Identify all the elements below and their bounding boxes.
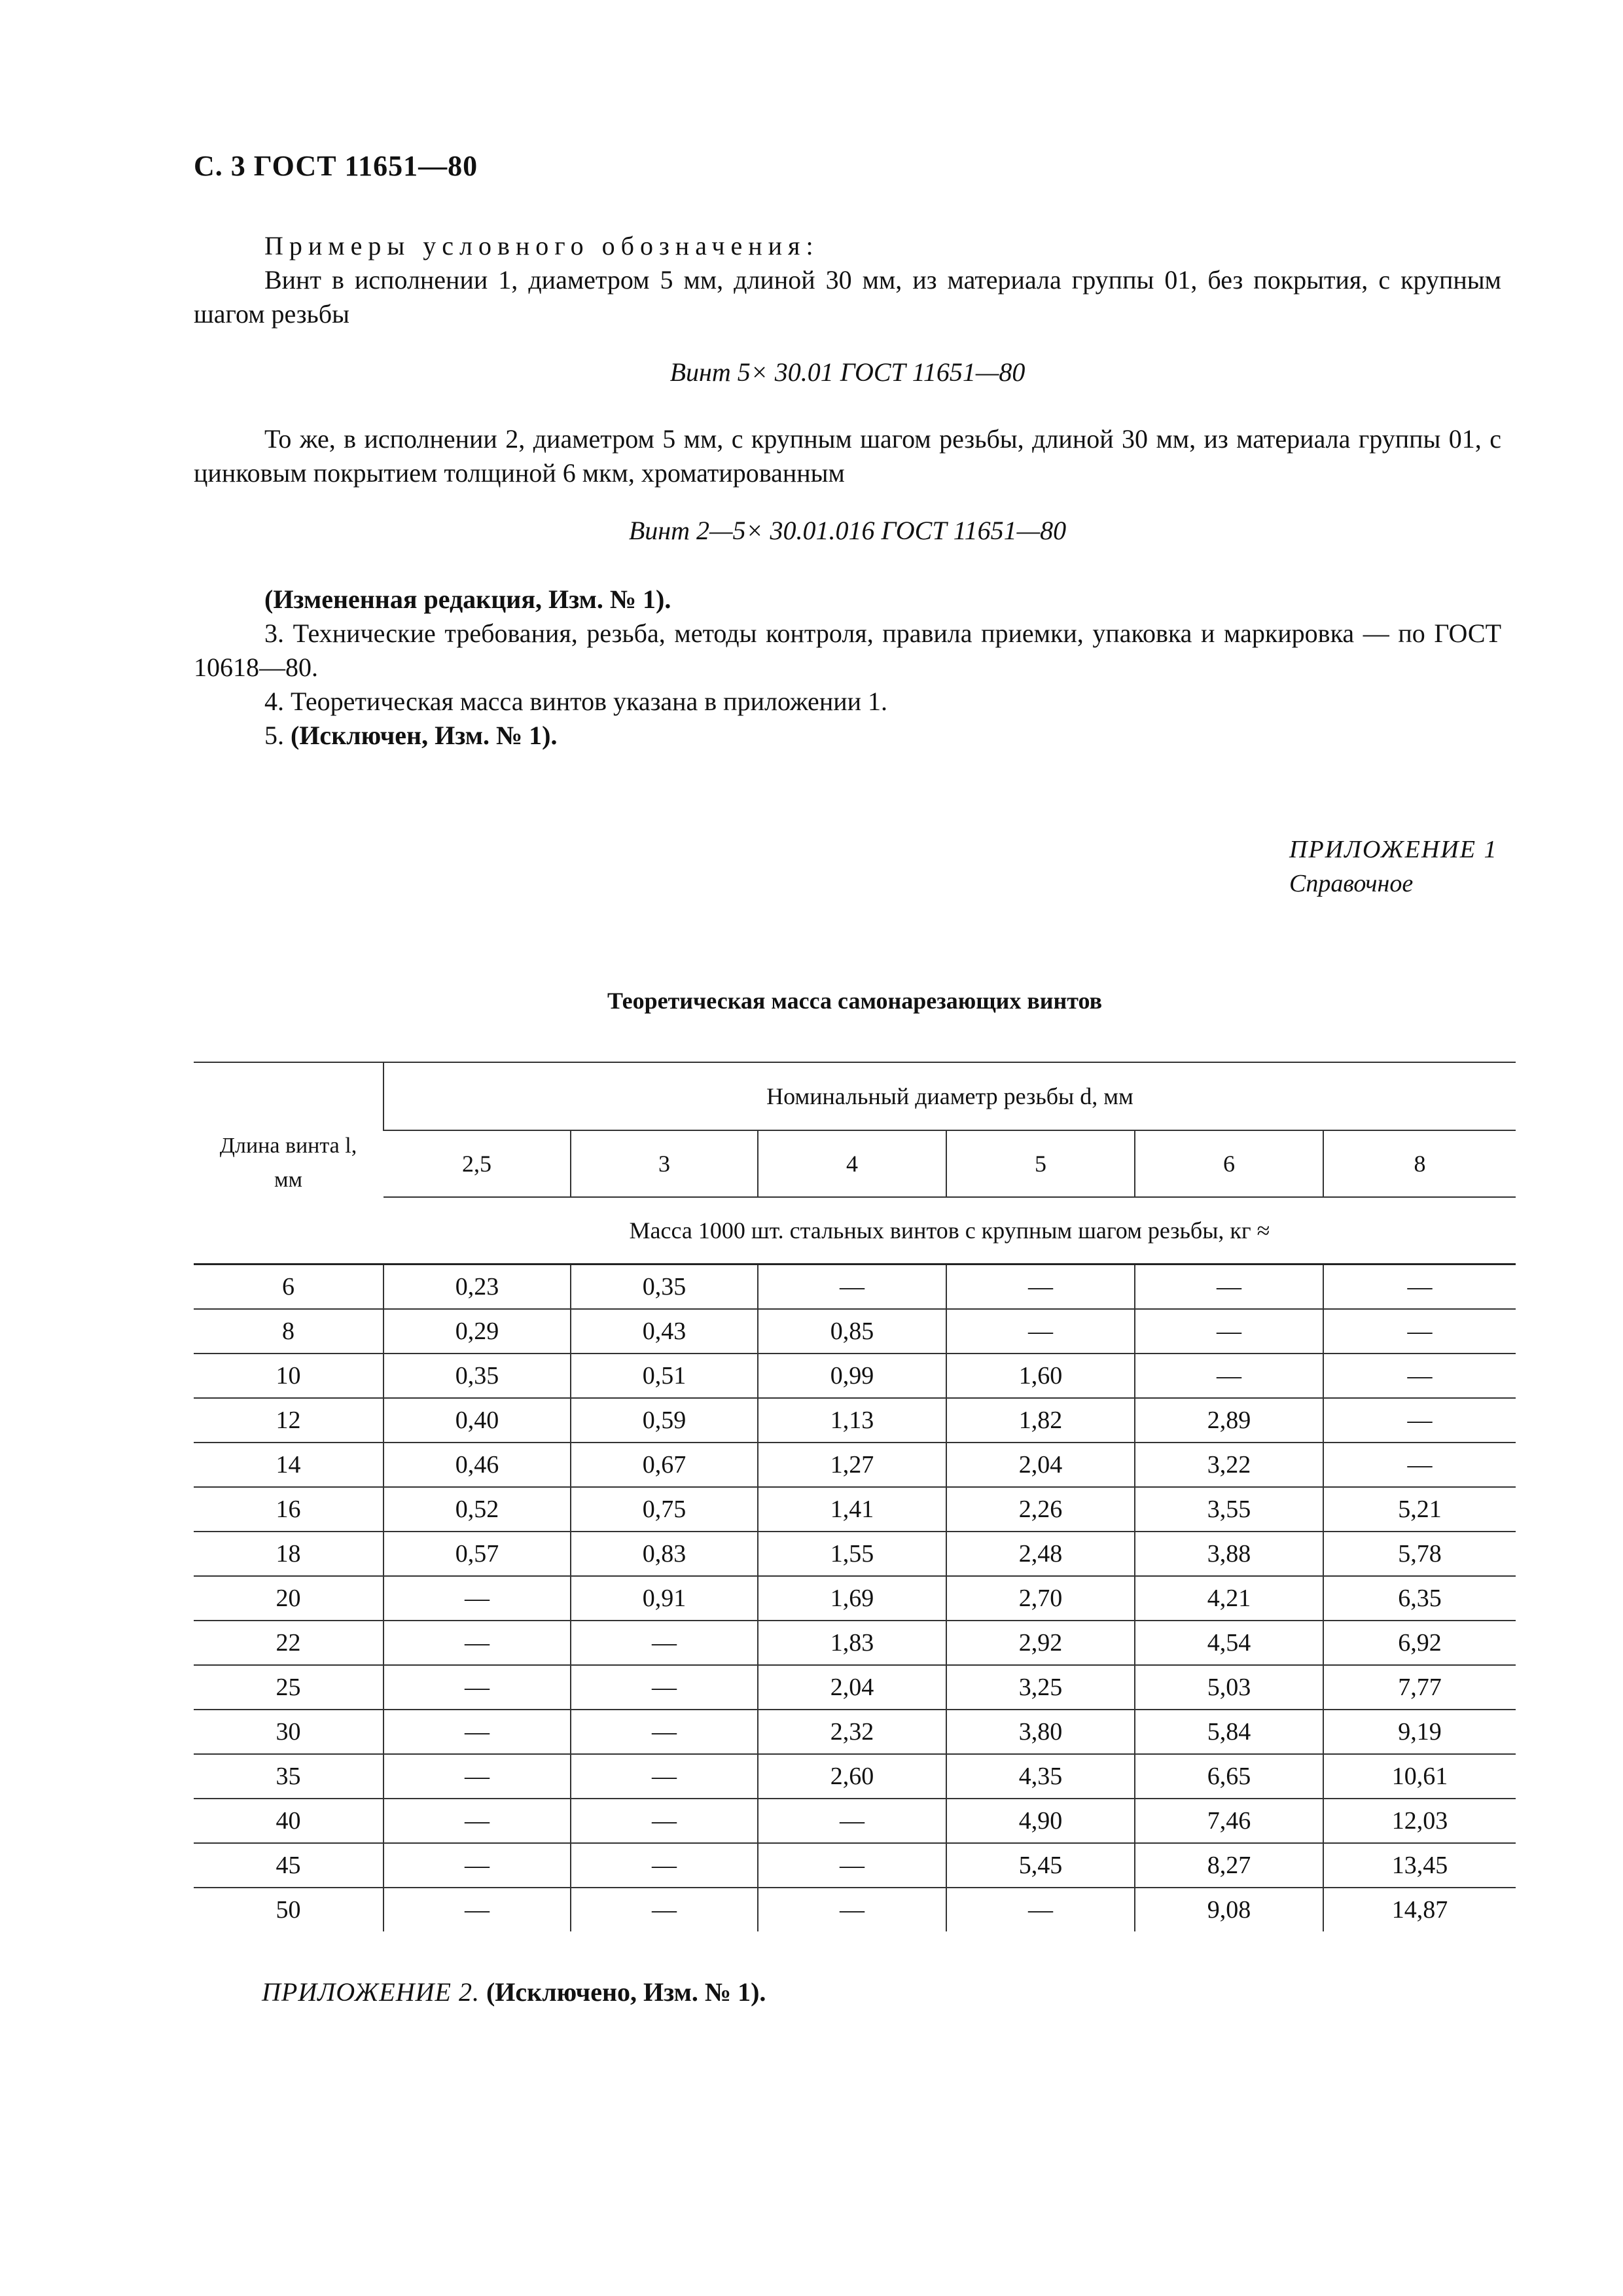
mass-cell: 9,19 xyxy=(1323,1710,1516,1754)
mass-cell: 4,54 xyxy=(1135,1621,1323,1665)
mass-cell: 4,90 xyxy=(946,1799,1135,1843)
table-row xyxy=(194,1576,1516,1621)
mass-cell: 5,84 xyxy=(1135,1710,1323,1754)
example1-formula: Винт 5× 30.01 ГОСТ 11651—80 xyxy=(669,357,1026,387)
diameter-value: 2,5 xyxy=(383,1130,571,1197)
mass-cell: 10,61 xyxy=(1323,1754,1516,1799)
mass-cell: — xyxy=(758,1799,946,1843)
mass-cell: 1,82 xyxy=(946,1398,1135,1443)
mass-cell: — xyxy=(571,1754,758,1799)
mass-cell: 0,85 xyxy=(758,1309,946,1354)
mass-cell: — xyxy=(1323,1354,1516,1398)
mass-cell: 7,46 xyxy=(1135,1799,1323,1843)
mass-cell: 0,67 xyxy=(571,1443,758,1487)
length-cell: 50 xyxy=(276,1896,301,1924)
note-item-3: 3. Технические требования, резьба, методы контроля, правила приемки, упаковка и маркировка — по ГОСТ 10618—80. xyxy=(194,619,1501,682)
note-item-5 xyxy=(194,719,1501,753)
mass-cell: — xyxy=(571,1799,758,1843)
mass-cell: — xyxy=(946,1265,1135,1310)
mass-cell: 6,35 xyxy=(1323,1576,1516,1621)
mass-cell: 2,70 xyxy=(946,1576,1135,1621)
mass-cell: — xyxy=(758,1888,946,1931)
mass-table-body xyxy=(194,1265,1516,1932)
mass-cell: 2,32 xyxy=(758,1710,946,1754)
appendix-2-text: (Исключено, Изм. № 1). xyxy=(486,1977,766,2007)
table-row xyxy=(194,1710,1516,1754)
mass-cell: 5,03 xyxy=(1135,1665,1323,1710)
mass-cell: 0,40 xyxy=(383,1398,571,1443)
mass-cell: 7,77 xyxy=(1323,1665,1516,1710)
mass-cell: 0,23 xyxy=(383,1265,571,1310)
mass-cell: — xyxy=(946,1309,1135,1354)
table-row xyxy=(194,1309,1516,1354)
mass-cell: 3,88 xyxy=(1135,1532,1323,1576)
mass-cell: 0,91 xyxy=(571,1576,758,1621)
diameter-value: 6 xyxy=(1135,1130,1323,1197)
example2-formula: Винт 2—5× 30.01.016 ГОСТ 11651—80 xyxy=(628,516,1067,545)
length-cell: 6 xyxy=(194,1265,383,1310)
mass-cell: — xyxy=(571,1710,758,1754)
mass-cell: 4,35 xyxy=(946,1754,1135,1799)
mass-header: Масса 1000 шт. стальных винтов с крупным шагом резьбы, кг ≈ xyxy=(383,1197,1516,1265)
mass-cell: 2,26 xyxy=(946,1487,1135,1532)
mass-cell: 0,75 xyxy=(571,1487,758,1532)
mass-cell: 2,48 xyxy=(946,1532,1135,1576)
length-header-line1: Длина винта l, xyxy=(219,1134,357,1158)
mass-cell: 5,21 xyxy=(1323,1487,1516,1532)
length-cell: 12 xyxy=(194,1398,383,1443)
example1-text: Винт в исполнении 1, диаметром 5 мм, длиной 30 мм, из материала группы 01, без покрытия, с крупным шагом резьбы xyxy=(194,265,1501,329)
mass-cell: — xyxy=(383,1665,571,1710)
mass-cell: — xyxy=(1323,1398,1516,1443)
mass-cell: 0,35 xyxy=(571,1265,758,1310)
table-title: Теоретическая масса самонарезающих винтов xyxy=(607,988,1103,1014)
table-row xyxy=(194,1799,1516,1843)
note-item-5-number: 5. xyxy=(264,721,291,750)
mass-table xyxy=(194,1062,1516,1931)
page-header: С. 3 ГОСТ 11651—80 xyxy=(194,150,478,182)
table-row xyxy=(194,1443,1516,1487)
mass-cell: 0,46 xyxy=(383,1443,571,1487)
mass-cell: 3,25 xyxy=(946,1665,1135,1710)
mass-cell: 1,41 xyxy=(758,1487,946,1532)
length-header-line2: мм xyxy=(274,1168,303,1192)
mass-cell: — xyxy=(383,1843,571,1888)
mass-cell: 4,21 xyxy=(1135,1576,1323,1621)
mass-cell: 0,51 xyxy=(571,1354,758,1398)
mass-cell: 2,04 xyxy=(758,1665,946,1710)
mass-cell: — xyxy=(383,1576,571,1621)
length-cell: 18 xyxy=(194,1532,383,1576)
mass-cell: — xyxy=(571,1888,758,1931)
mass-cell: 2,04 xyxy=(946,1443,1135,1487)
appendix-1-sub: Справочное xyxy=(1289,870,1414,897)
length-cell: 45 xyxy=(194,1843,383,1888)
mass-cell: 2,92 xyxy=(946,1621,1135,1665)
diameter-header: Номинальный диаметр резьбы d, мм xyxy=(383,1062,1516,1130)
examples-heading: Примеры условного обозначения: xyxy=(264,231,819,260)
diameter-value: 3 xyxy=(571,1130,758,1197)
table-row xyxy=(194,1487,1516,1532)
mass-cell: 5,78 xyxy=(1323,1532,1516,1576)
diameter-values-row xyxy=(194,1130,1516,1197)
mass-cell: — xyxy=(946,1888,1135,1931)
length-cell: 14 xyxy=(194,1443,383,1487)
diameter-value: 4 xyxy=(758,1130,946,1197)
table-row xyxy=(194,1665,1516,1710)
mass-cell: 9,08 xyxy=(1135,1888,1323,1931)
table-row xyxy=(194,1888,1516,1931)
mass-cell: 0,59 xyxy=(571,1398,758,1443)
mass-cell: — xyxy=(1135,1265,1323,1310)
mass-cell: 0,35 xyxy=(383,1354,571,1398)
diameter-value: 5 xyxy=(946,1130,1135,1197)
note-item-5-text: (Исключен, Изм. № 1). xyxy=(291,721,558,750)
mass-cell: 0,29 xyxy=(383,1309,571,1354)
mass-cell: 0,43 xyxy=(571,1309,758,1354)
mass-cell: 1,83 xyxy=(758,1621,946,1665)
mass-cell: 3,55 xyxy=(1135,1487,1323,1532)
length-cell: 20 xyxy=(194,1576,383,1621)
table-row xyxy=(194,1398,1516,1443)
table-row xyxy=(194,1532,1516,1576)
mass-cell: — xyxy=(383,1754,571,1799)
mass-cell: 0,57 xyxy=(383,1532,571,1576)
changed-edition-note: (Измененная редакция, Изм. № 1). xyxy=(264,584,671,614)
length-cell: 8 xyxy=(194,1309,383,1354)
mass-cell: — xyxy=(571,1665,758,1710)
mass-cell: 3,22 xyxy=(1135,1443,1323,1487)
mass-cell: — xyxy=(383,1621,571,1665)
mass-cell: — xyxy=(383,1888,571,1931)
mass-cell: 5,45 xyxy=(946,1843,1135,1888)
length-cell: 35 xyxy=(194,1754,383,1799)
mass-cell: — xyxy=(758,1265,946,1310)
length-cell: 30 xyxy=(194,1710,383,1754)
length-cell: 22 xyxy=(194,1621,383,1665)
mass-cell: 12,03 xyxy=(1323,1799,1516,1843)
mass-cell: 1,13 xyxy=(758,1398,946,1443)
diameter-value: 8 xyxy=(1323,1130,1516,1197)
mass-cell: 13,45 xyxy=(1323,1843,1516,1888)
length-cell: 16 xyxy=(194,1487,383,1532)
note-item-4: 4. Теоретическая масса винтов указана в приложении 1. xyxy=(264,687,888,716)
appendix-1 xyxy=(1289,833,1551,901)
mass-cell: 1,60 xyxy=(946,1354,1135,1398)
mass-cell: — xyxy=(571,1621,758,1665)
mass-cell: 14,87 xyxy=(1323,1888,1516,1931)
length-cell: 25 xyxy=(194,1665,383,1710)
example2-text: То же, в исполнении 2, диаметром 5 мм, с крупным шагом резьбы, длиной 30 мм, из материала группы 01, с цинковым покрытием толщиной 6 мкм, хроматированным xyxy=(194,424,1501,488)
mass-cell: 2,89 xyxy=(1135,1398,1323,1443)
appendix-2-note xyxy=(262,1977,766,2007)
mass-cell: 0,99 xyxy=(758,1354,946,1398)
length-cell: 40 xyxy=(194,1799,383,1843)
mass-cell: — xyxy=(383,1710,571,1754)
mass-cell: 1,55 xyxy=(758,1532,946,1576)
mass-cell: — xyxy=(1135,1309,1323,1354)
mass-cell: 6,65 xyxy=(1135,1754,1323,1799)
table-row xyxy=(194,1621,1516,1665)
mass-cell: 2,60 xyxy=(758,1754,946,1799)
table-row xyxy=(194,1265,1516,1310)
mass-cell: 8,27 xyxy=(1135,1843,1323,1888)
length-header xyxy=(194,1062,383,1265)
mass-cell: 1,69 xyxy=(758,1576,946,1621)
table-row xyxy=(194,1843,1516,1888)
mass-cell: 6,92 xyxy=(1323,1621,1516,1665)
mass-cell: — xyxy=(571,1843,758,1888)
mass-cell: 0,83 xyxy=(571,1532,758,1576)
appendix-1-label: ПРИЛОЖЕНИЕ 1 xyxy=(1289,836,1498,863)
appendix-2-label: ПРИЛОЖЕНИЕ 2. xyxy=(262,1977,480,2007)
mass-cell: — xyxy=(758,1843,946,1888)
length-cell: 10 xyxy=(194,1354,383,1398)
table-row xyxy=(194,1354,1516,1398)
mass-cell: — xyxy=(1323,1265,1516,1310)
mass-cell: — xyxy=(383,1799,571,1843)
table-row xyxy=(194,1754,1516,1799)
mass-cell: 1,27 xyxy=(758,1443,946,1487)
mass-cell: — xyxy=(1323,1443,1516,1487)
mass-cell: 3,80 xyxy=(946,1710,1135,1754)
mass-cell: 0,52 xyxy=(383,1487,571,1532)
mass-cell: — xyxy=(1135,1354,1323,1398)
mass-cell: — xyxy=(1323,1309,1516,1354)
